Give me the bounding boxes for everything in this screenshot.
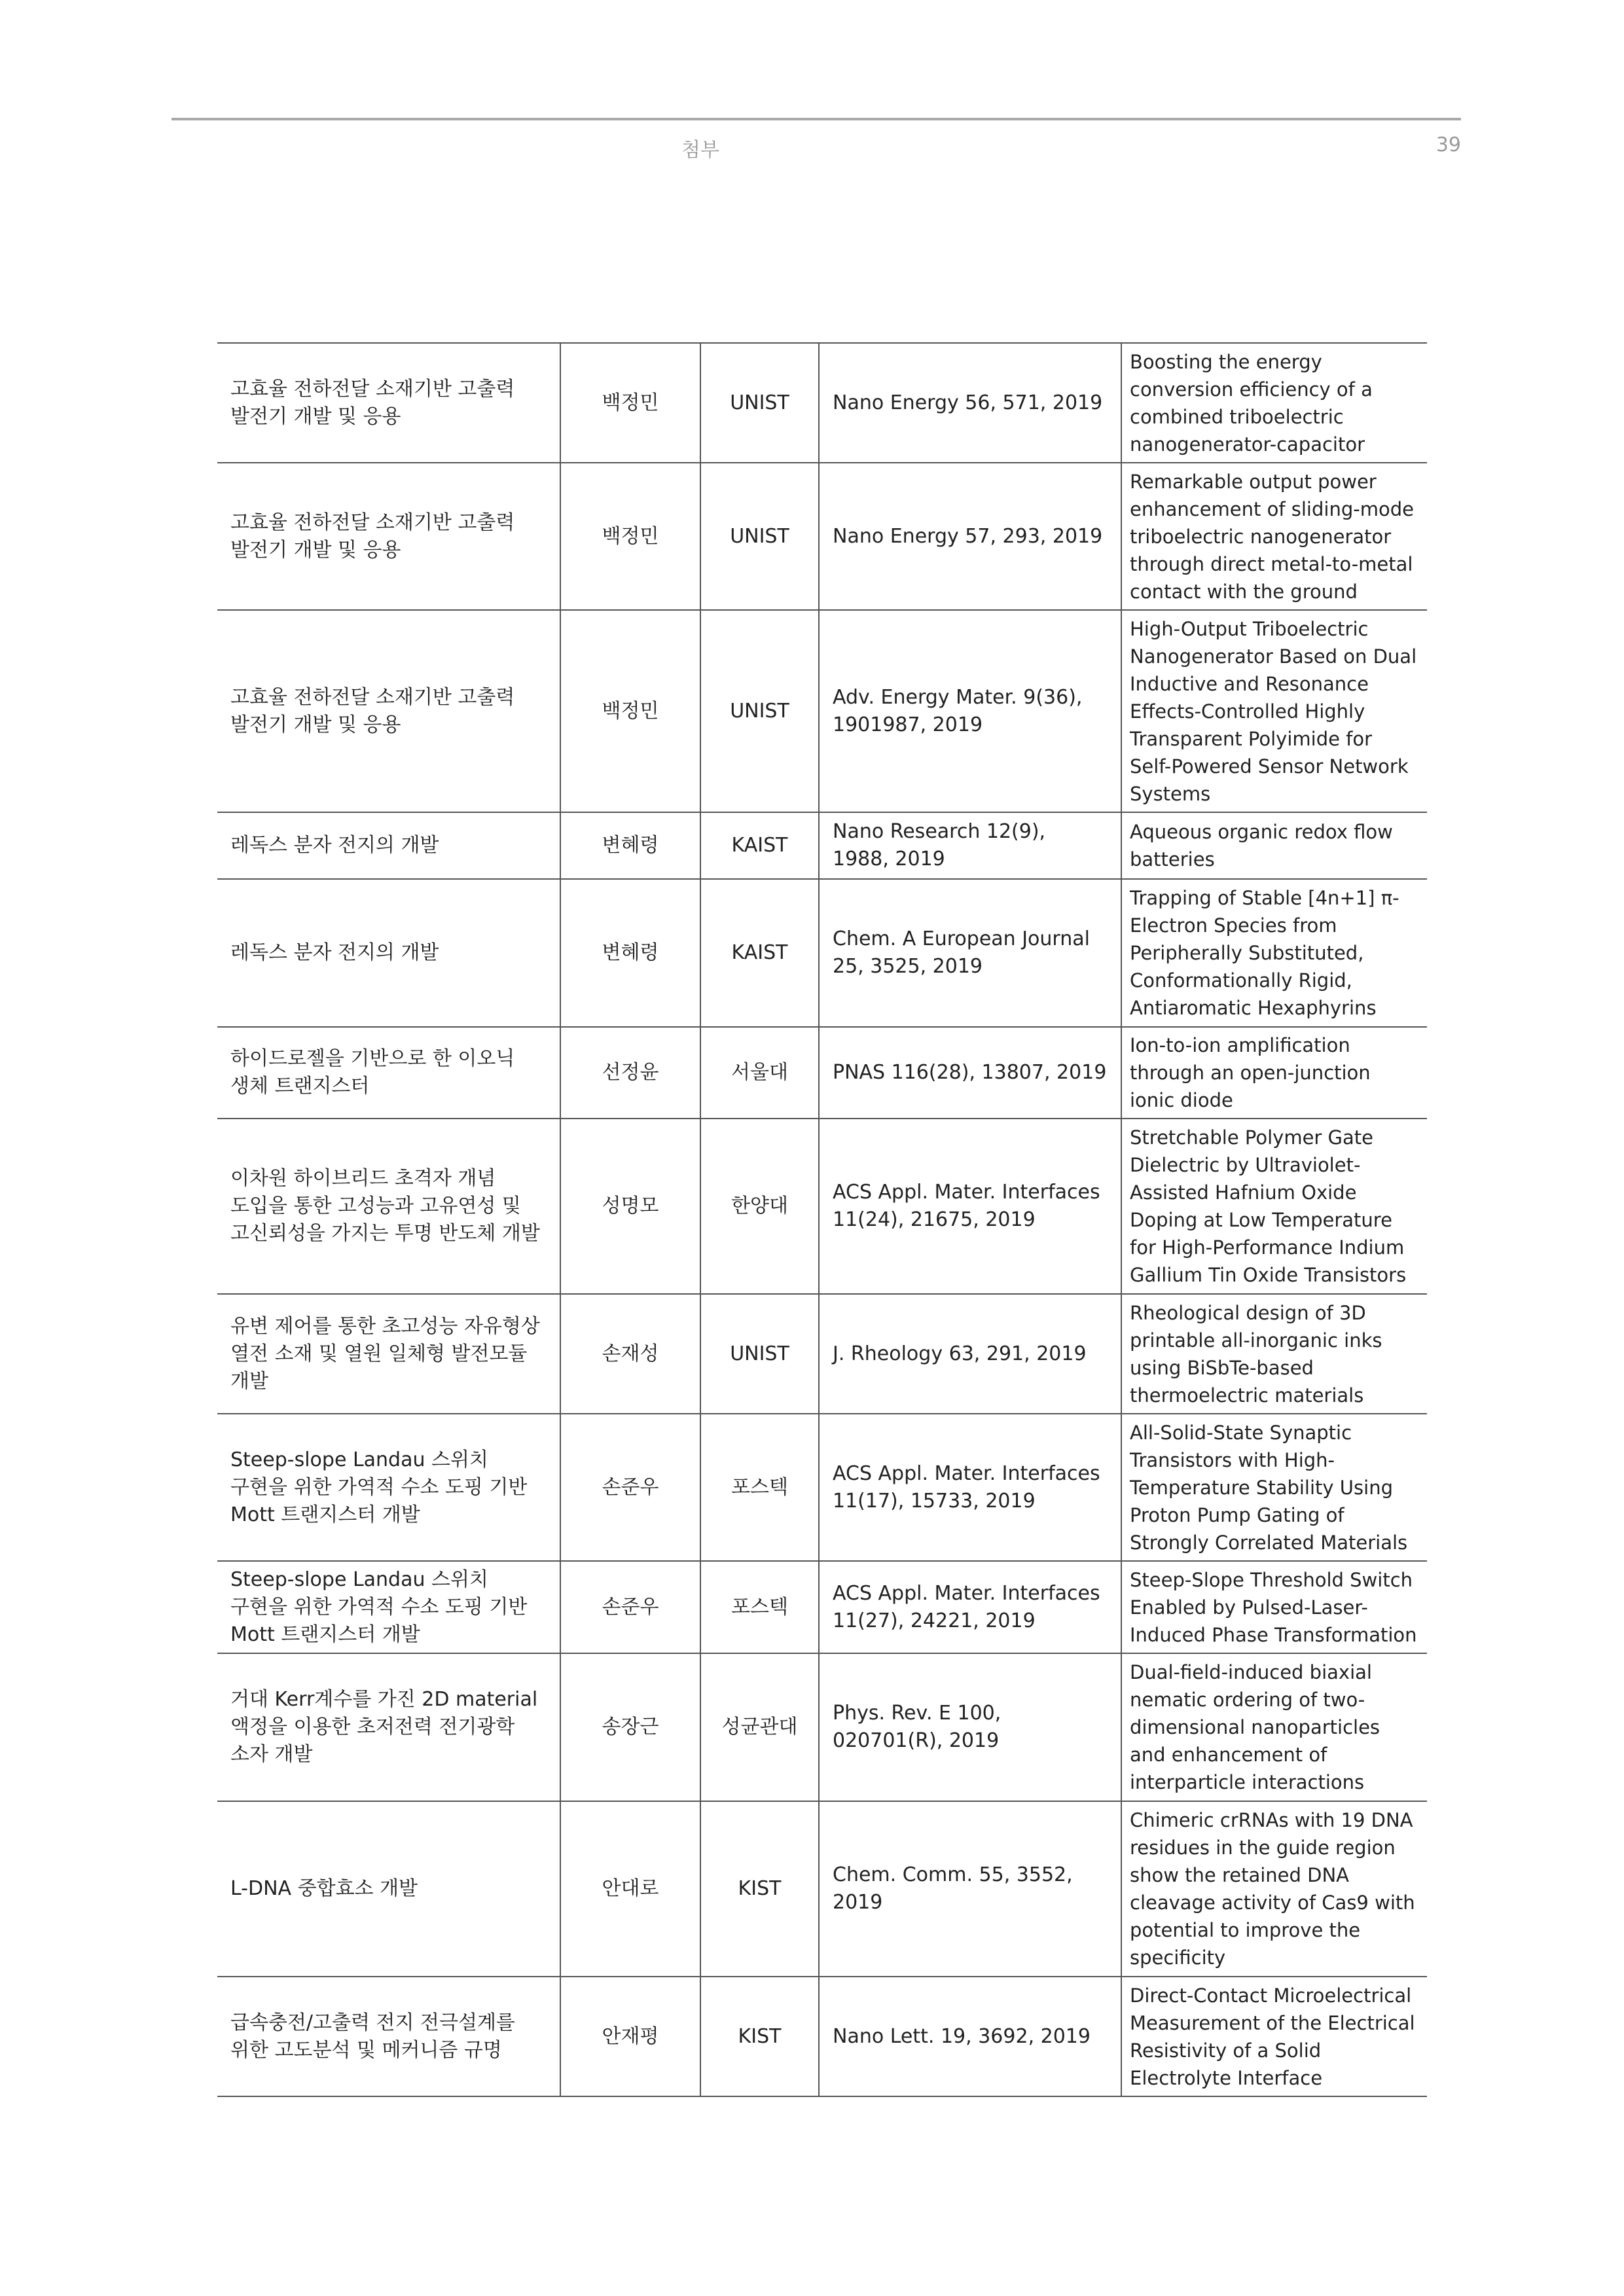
journal-cell: Chem. A European Journal 25, 3525, 2019 <box>819 879 1121 1027</box>
project-cell: 유변 제어를 통한 초고성능 자유형상 열전 소재 및 열원 일체형 발전모듈 개발 <box>217 1294 560 1414</box>
journal-cell: Nano Lett. 19, 3692, 2019 <box>819 1977 1121 2096</box>
institution-cell: UNIST <box>700 1294 819 1414</box>
researcher-cell: 성명모 <box>560 1119 700 1294</box>
paper-title-cell: Trapping of Stable [4n+1] π-Electron Species from Peripherally Substituted, Conformationally Rigid, Antiaromatic Hexaphyrins <box>1121 879 1427 1027</box>
institution-cell: KAIST <box>700 879 819 1027</box>
table-row <box>217 812 1427 879</box>
paper-title-cell: Steep-Slope Threshold Switch Enabled by Pulsed-Laser-Induced Phase Transformation <box>1121 1561 1427 1653</box>
paper-title-cell: Direct-Contact Microelectrical Measurement of the Electrical Resistivity of a Solid Electrolyte Interface <box>1121 1977 1427 2096</box>
paper-title-cell: Aqueous organic redox flow batteries <box>1121 812 1427 879</box>
journal-cell: ACS Appl. Mater. Interfaces 11(27), 24221, 2019 <box>819 1561 1121 1653</box>
researcher-cell: 손준우 <box>560 1561 700 1653</box>
paper-title-cell: Dual-field-induced biaxial nematic ordering of two-dimensional nanoparticles and enhancement of interparticle interactions <box>1121 1653 1427 1801</box>
journal-cell: Phys. Rev. E 100, 020701(R), 2019 <box>819 1653 1121 1801</box>
institution-cell: KIST <box>700 1977 819 2096</box>
project-cell: 레독스 분자 전지의 개발 <box>217 812 560 879</box>
header-rule <box>171 118 1461 120</box>
page-number: 39 <box>1435 134 1461 156</box>
project-cell: Steep-slope Landau 스위치 구현을 위한 가역적 수소 도핑 기반 Mott 트랜지스터 개발 <box>217 1414 560 1561</box>
table-row <box>217 1119 1427 1294</box>
institution-cell: UNIST <box>700 463 819 610</box>
paper-title-cell: Stretchable Polymer Gate Dielectric by Ultraviolet-Assisted Hafnium Oxide Doping at Low Temperature for High-Performance Indium Gallium Tin Oxide Transistors <box>1121 1119 1427 1294</box>
project-cell: 고효율 전하전달 소재기반 고출력 발전기 개발 및 응용 <box>217 343 560 463</box>
project-cell: 급속충전/고출력 전지 전극설계를 위한 고도분석 및 메커니즘 규명 <box>217 1977 560 2096</box>
journal-cell: Nano Energy 57, 293, 2019 <box>819 463 1121 610</box>
institution-cell: 서울대 <box>700 1027 819 1119</box>
project-cell: 레독스 분자 전지의 개발 <box>217 879 560 1027</box>
paper-title-cell: Chimeric crRNAs with 19 DNA residues in the guide region show the retained DNA cleavage activity of Cas9 with potential to improve the specificity <box>1121 1801 1427 1977</box>
project-cell: Steep-slope Landau 스위치 구현을 위한 가역적 수소 도핑 기반 Mott 트랜지스터 개발 <box>217 1561 560 1653</box>
publication-table <box>217 342 1427 2097</box>
table-row <box>217 1977 1427 2096</box>
researcher-cell: 송장근 <box>560 1653 700 1801</box>
journal-cell: Nano Energy 56, 571, 2019 <box>819 343 1121 463</box>
institution-cell: 한양대 <box>700 1119 819 1294</box>
project-cell: 거대 Kerr계수를 가진 2D material 액정을 이용한 초저전력 전기광학 소자 개발 <box>217 1653 560 1801</box>
paper-title-cell: Remarkable output power enhancement of sliding-mode triboelectric nanogenerator through direct metal-to-metal contact with the ground <box>1121 463 1427 610</box>
researcher-cell: 선정윤 <box>560 1027 700 1119</box>
table-row <box>217 1027 1427 1119</box>
project-cell: 하이드로젤을 기반으로 한 이오닉 생체 트랜지스터 <box>217 1027 560 1119</box>
researcher-cell: 변혜령 <box>560 879 700 1027</box>
table-row <box>217 1294 1427 1414</box>
table-row <box>217 1801 1427 1977</box>
institution-cell: 포스텍 <box>700 1414 819 1561</box>
researcher-cell: 변혜령 <box>560 812 700 879</box>
institution-cell: KAIST <box>700 812 819 879</box>
table-row <box>217 610 1427 812</box>
journal-cell: J. Rheology 63, 291, 2019 <box>819 1294 1121 1414</box>
journal-cell: ACS Appl. Mater. Interfaces 11(17), 15733, 2019 <box>819 1414 1121 1561</box>
table-row <box>217 879 1427 1027</box>
project-cell: 고효율 전하전달 소재기반 고출력 발전기 개발 및 응용 <box>217 610 560 812</box>
table-row <box>217 1561 1427 1653</box>
researcher-cell: 백정민 <box>560 610 700 812</box>
table-row <box>217 1653 1427 1801</box>
table-row <box>217 1414 1427 1561</box>
journal-cell: ACS Appl. Mater. Interfaces 11(24), 21675, 2019 <box>819 1119 1121 1294</box>
institution-cell: 포스텍 <box>700 1561 819 1653</box>
journal-cell: Chem. Comm. 55, 3552, 2019 <box>819 1801 1121 1977</box>
institution-cell: UNIST <box>700 610 819 812</box>
institution-cell: 성균관대 <box>700 1653 819 1801</box>
researcher-cell: 백정민 <box>560 343 700 463</box>
paper-title-cell: Rheological design of 3D printable all-inorganic inks using BiSbTe-based thermoelectric materials <box>1121 1294 1427 1414</box>
paper-title-cell: All-Solid-State Synaptic Transistors with High-Temperature Stability Using Proton Pump Gating of Strongly Correlated Materials <box>1121 1414 1427 1561</box>
project-cell: 고효율 전하전달 소재기반 고출력 발전기 개발 및 응용 <box>217 463 560 610</box>
journal-cell: Adv. Energy Mater. 9(36), 1901987, 2019 <box>819 610 1121 812</box>
table-row <box>217 343 1427 463</box>
researcher-cell: 손재성 <box>560 1294 700 1414</box>
paper-title-cell: Boosting the energy conversion efficiency of a combined triboelectric nanogenerator-capacitor <box>1121 343 1427 463</box>
researcher-cell: 안대로 <box>560 1801 700 1977</box>
researcher-cell: 안재평 <box>560 1977 700 2096</box>
journal-cell: Nano Research 12(9), 1988, 2019 <box>819 812 1121 879</box>
journal-cell: PNAS 116(28), 13807, 2019 <box>819 1027 1121 1119</box>
header-section-title: 첨부 <box>681 139 719 162</box>
paper-title-cell: Ion-to-ion amplification through an open-junction ionic diode <box>1121 1027 1427 1119</box>
researcher-cell: 백정민 <box>560 463 700 610</box>
project-cell: L-DNA 중합효소 개발 <box>217 1801 560 1977</box>
institution-cell: KIST <box>700 1801 819 1977</box>
table-row <box>217 463 1427 610</box>
paper-title-cell: High-Output Triboelectric Nanogenerator Based on Dual Inductive and Resonance Effects-Controlled Highly Transparent Polyimide for Self-Powered Sensor Network Systems <box>1121 610 1427 812</box>
publication-table-body <box>217 343 1427 2096</box>
researcher-cell: 손준우 <box>560 1414 700 1561</box>
project-cell: 이차원 하이브리드 초격자 개념 도입을 통한 고성능과 고유연성 및 고신뢰성을 가지는 투명 반도체 개발 <box>217 1119 560 1294</box>
institution-cell: UNIST <box>700 343 819 463</box>
